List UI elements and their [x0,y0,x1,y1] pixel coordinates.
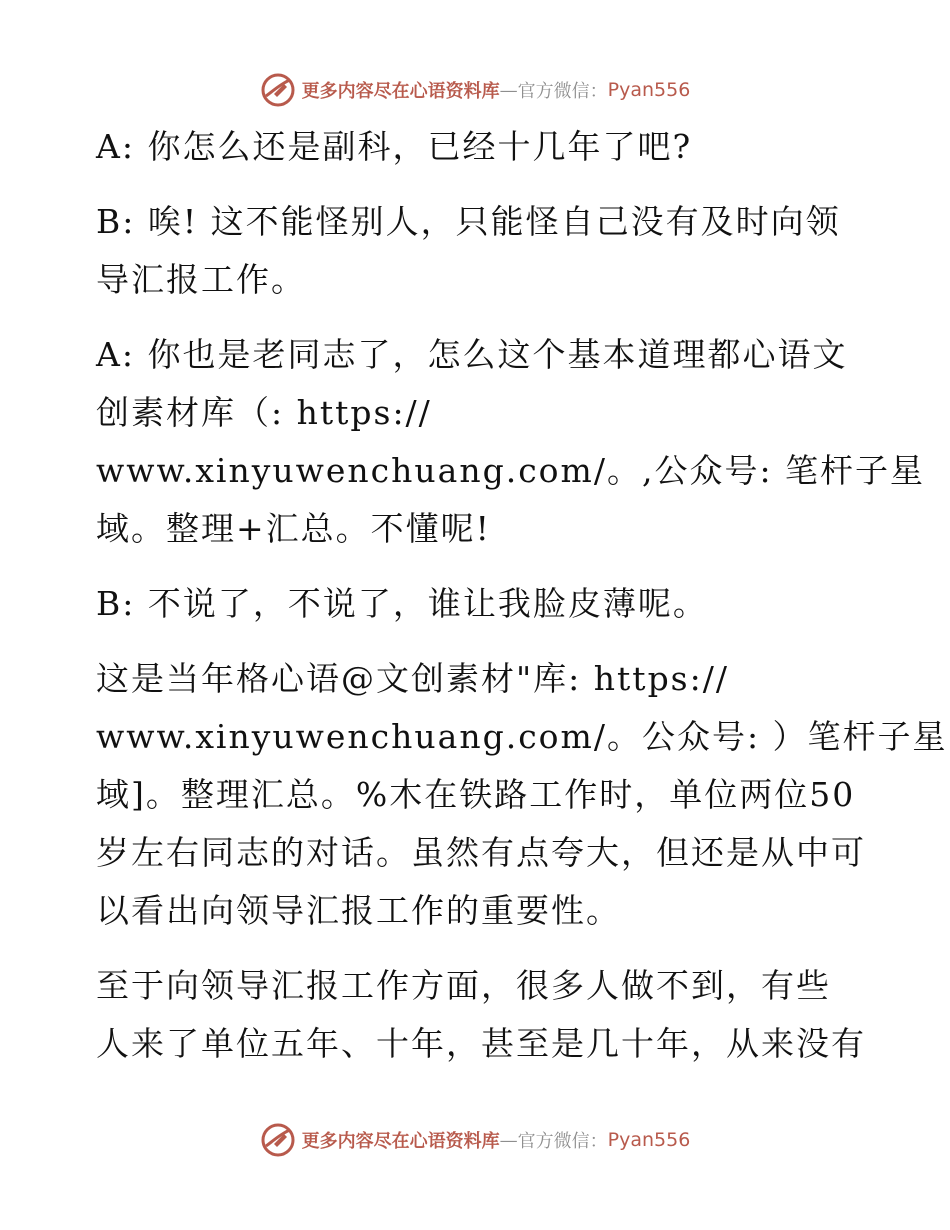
header-watermark-banner [0,70,950,110]
pen-logo-icon [260,72,296,108]
banner-title: 更多内容尽在心语资料库 [301,1131,500,1152]
paragraph [96,326,926,558]
paragraph-line: A: 你怎么还是副科，已经十几年了吧? [96,127,693,166]
document-body [96,118,948,1090]
paragraph [96,957,866,1073]
paragraph-line: 这是当年格心语@文创素材"库: https:// [96,659,729,698]
banner-separator: — [499,1129,518,1151]
paragraph [96,575,856,633]
banner-wechat-id: Pyan556 [607,79,691,101]
pen-logo-icon [260,1122,296,1158]
paragraph-line: 人来了单位五年、十年，甚至是几十年，从来没有 [96,1024,866,1063]
paragraph-line: www.xinyuwenchuang.com/。公众号: ）笔杆子星 [96,717,948,756]
paragraph-line: 至于向领导汇报工作方面，很多人做不到，有些 [96,966,831,1005]
paragraph-line: 以看出向领导汇报工作的重要性。 [96,891,621,930]
paragraph-line: A: 你也是老同志了，怎么这个基本道理都心语文 [96,335,848,374]
banner-wechat-id: Pyan556 [607,1129,691,1151]
paragraph-line: 创素材库（: https:// [96,393,432,432]
banner-official-label: 官方微信： [517,81,608,102]
footer-watermark-banner [0,1120,950,1160]
paragraph-line: B: 唉! 这不能怪别人，只能怪自己没有及时向领 [96,202,841,241]
paragraph [96,650,948,940]
paragraph-line: 域。整理+汇总。不懂呢! [96,509,491,548]
paragraph-line: 岁左右同志的对话。虽然有点夸大，但还是从中可 [96,833,866,872]
paragraph-line: www.xinyuwenchuang.com/。,公众号: 笔杆子星 [96,451,926,490]
paragraph-line: 导汇报工作。 [96,260,306,299]
banner-official-label: 官方微信： [517,1131,608,1152]
paragraph [96,118,856,176]
paragraph-line: B: 不说了，不说了，谁让我脸皮薄呢。 [96,584,708,623]
paragraph-line: 域]。整理汇总。%木在铁路工作时，单位两位50 [96,775,856,814]
banner-title: 更多内容尽在心语资料库 [301,81,500,102]
paragraph [96,193,856,309]
banner-separator: — [499,79,518,101]
